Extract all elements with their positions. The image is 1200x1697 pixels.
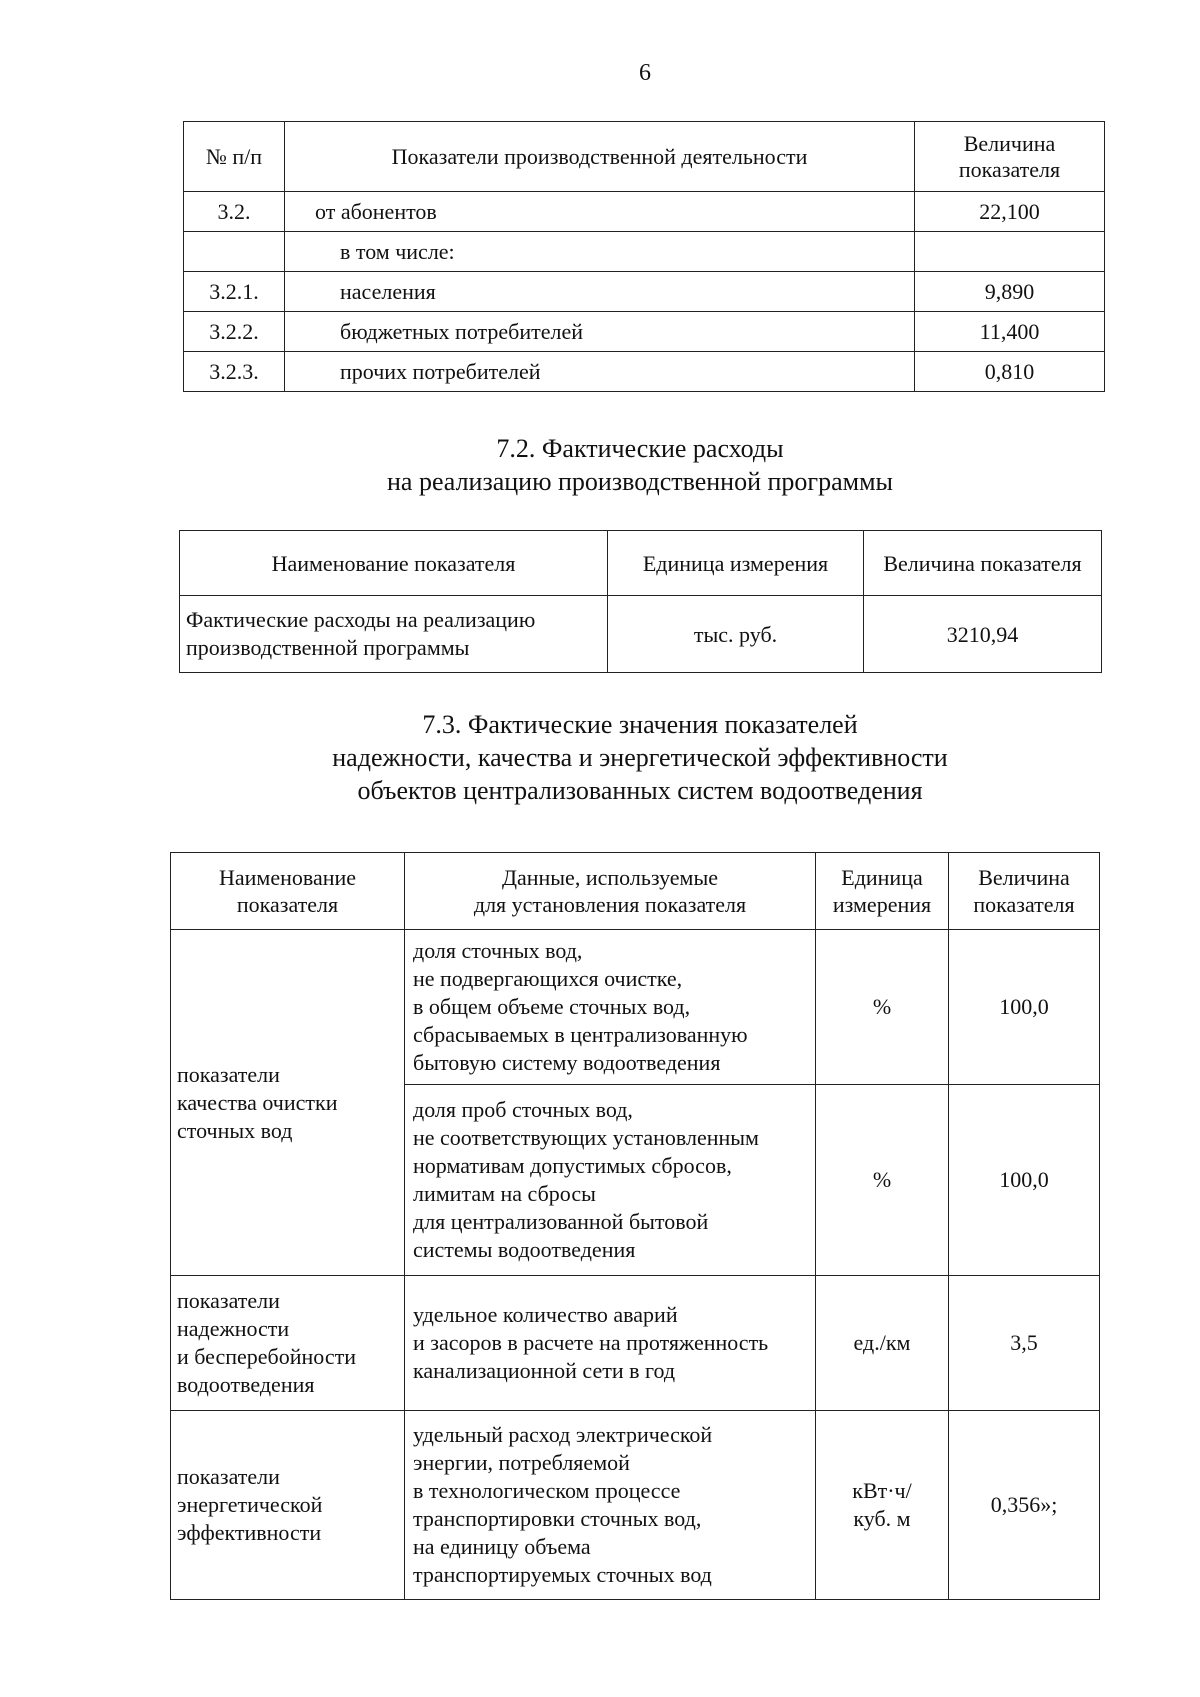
table-row bbox=[171, 930, 1100, 1085]
heading-line: 7.3. Фактические значения показателей bbox=[422, 710, 858, 739]
group-name: показатели качества очистки сточных вод bbox=[171, 930, 405, 1276]
row-value: 11,400 bbox=[915, 312, 1105, 352]
row-name: прочих потребителей bbox=[285, 352, 915, 392]
header-value: Величина показателя bbox=[864, 531, 1102, 596]
row-unit: тыс. руб. bbox=[608, 596, 864, 673]
row-data: доля проб сточных вод, не соответствующих установленным нормативам допустимых сбросов, лимитам на сбросы для централизованной бытовой системы водоотведения bbox=[405, 1085, 816, 1276]
reliability-quality-table bbox=[170, 852, 1100, 1600]
row-value: 3,5 bbox=[949, 1276, 1100, 1411]
header-unit: Единица измерения bbox=[608, 531, 864, 596]
table-header-row bbox=[184, 122, 1105, 192]
table-row bbox=[180, 596, 1102, 673]
heading-line: объектов централизованных систем водоотведения bbox=[357, 776, 923, 805]
row-value bbox=[915, 232, 1105, 272]
table-row bbox=[184, 352, 1105, 392]
table-row bbox=[184, 192, 1105, 232]
row-unit: ед./км bbox=[816, 1276, 949, 1411]
heading-line: на реализацию производственной программы bbox=[386, 467, 893, 496]
heading-line: надежности, качества и энергетической эффективности bbox=[332, 743, 948, 772]
row-data: удельный расход электрической энергии, потребляемой в технологическом процессе транспортировки сточных вод, на единицу объема транспортируемых сточных вод bbox=[405, 1411, 816, 1600]
row-data: удельное количество аварий и засоров в расчете на протяженность канализационной сети в год bbox=[405, 1276, 816, 1411]
page-number: 6 bbox=[639, 60, 651, 86]
heading-line: 7.2. Фактические расходы bbox=[496, 434, 784, 463]
production-indicators-table bbox=[183, 121, 1105, 392]
row-value: 100,0 bbox=[949, 930, 1100, 1085]
header-num: № п/п bbox=[184, 122, 285, 192]
header-unit: Единица измерения bbox=[816, 853, 949, 930]
row-num: 3.2.1. bbox=[184, 272, 285, 312]
table-header-row bbox=[171, 853, 1100, 930]
header-value: Величина показателя bbox=[949, 853, 1100, 930]
group-name: показатели энергетической эффективности bbox=[171, 1411, 405, 1600]
header-value: Величина показателя bbox=[915, 122, 1105, 192]
row-name: от абонентов bbox=[285, 192, 915, 232]
group-name: показатели надежности и бесперебойности водоотведения bbox=[171, 1276, 405, 1411]
row-value: 100,0 bbox=[949, 1085, 1100, 1276]
section-7-2-heading bbox=[0, 432, 1200, 498]
table-row bbox=[184, 232, 1105, 272]
row-value: 3210,94 bbox=[864, 596, 1102, 673]
row-name: бюджетных потребителей bbox=[285, 312, 915, 352]
row-unit: кВт·ч/ куб. м bbox=[816, 1411, 949, 1600]
row-value: 22,100 bbox=[915, 192, 1105, 232]
header-name: Наименование показателя bbox=[180, 531, 608, 596]
row-value: 0,810 bbox=[915, 352, 1105, 392]
row-num: 3.2.2. bbox=[184, 312, 285, 352]
row-name: Фактические расходы на реализацию производственной программы bbox=[180, 596, 608, 673]
row-num bbox=[184, 232, 285, 272]
row-num: 3.2. bbox=[184, 192, 285, 232]
actual-expenses-table bbox=[179, 530, 1102, 673]
table-header-row bbox=[180, 531, 1102, 596]
row-name: населения bbox=[285, 272, 915, 312]
table-row bbox=[171, 1411, 1100, 1600]
row-value: 9,890 bbox=[915, 272, 1105, 312]
table-row bbox=[171, 1276, 1100, 1411]
table-row bbox=[184, 272, 1105, 312]
row-value: 0,356»; bbox=[949, 1411, 1100, 1600]
header-data: Данные, используемые для установления показателя bbox=[405, 853, 816, 930]
row-name: в том числе: bbox=[285, 232, 915, 272]
table-row bbox=[184, 312, 1105, 352]
section-7-3-heading bbox=[0, 708, 1200, 807]
header-indicator: Показатели производственной деятельности bbox=[285, 122, 915, 192]
row-data: доля сточных вод, не подвергающихся очистке, в общем объеме сточных вод, сбрасываемых в централизованную бытовую систему водоотведения bbox=[405, 930, 816, 1085]
row-unit: % bbox=[816, 930, 949, 1085]
row-num: 3.2.3. bbox=[184, 352, 285, 392]
row-unit: % bbox=[816, 1085, 949, 1276]
header-name: Наименование показателя bbox=[171, 853, 405, 930]
